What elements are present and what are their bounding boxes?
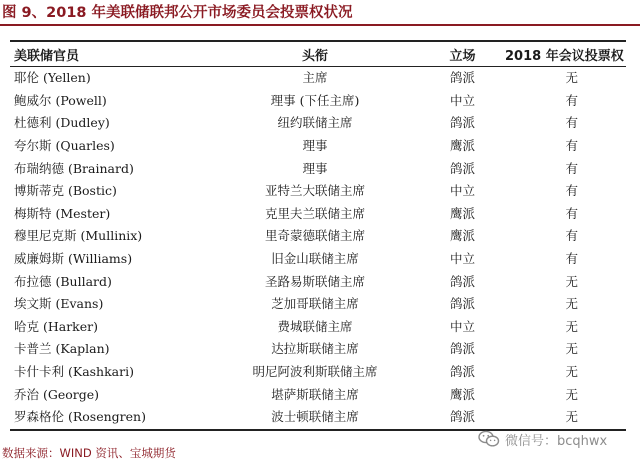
voting-right-cell: 有 bbox=[565, 115, 578, 131]
official-name-cell: 杜德利 (Dudley) bbox=[14, 115, 110, 131]
official-name-cell: 威廉姆斯 (Williams) bbox=[14, 251, 133, 267]
table-row bbox=[10, 248, 626, 271]
title-cell: 理事 (下任主席) bbox=[270, 92, 360, 108]
table-row bbox=[10, 361, 626, 384]
title-cell: 纽约联储主席 bbox=[277, 115, 353, 131]
title-cell: 亚特兰大联储主席 bbox=[264, 183, 365, 199]
official-name-cell: 耶伦 (Yellen) bbox=[14, 70, 91, 86]
wechat-logo-icon bbox=[478, 430, 500, 448]
voting-right-cell: 有 bbox=[565, 228, 578, 244]
watermark-text: 微信号：bcqhwx bbox=[505, 433, 608, 449]
table-row bbox=[10, 406, 626, 430]
title-cell: 芝加哥联储主席 bbox=[271, 296, 359, 312]
table-body bbox=[10, 67, 626, 430]
title-cell: 达拉斯联储主席 bbox=[271, 341, 359, 357]
voting-right-cell: 无 bbox=[565, 296, 578, 312]
stance-cell: 鸽派 bbox=[449, 70, 475, 86]
stance-cell: 鹰派 bbox=[449, 138, 475, 154]
stance-cell: 鹰派 bbox=[449, 205, 475, 221]
voting-right-cell: 有 bbox=[565, 251, 578, 267]
stance-cell: 鸽派 bbox=[449, 160, 475, 176]
stance-cell: 中立 bbox=[449, 318, 475, 334]
title-divider bbox=[0, 24, 640, 26]
voting-right-cell: 无 bbox=[565, 341, 578, 357]
table-row bbox=[10, 112, 626, 135]
title-cell: 波士顿联储主席 bbox=[210, 406, 420, 430]
title-cell: 理事 bbox=[302, 138, 328, 154]
column-header-title: 头衔 bbox=[210, 41, 420, 67]
fomc-voting-table bbox=[10, 40, 626, 431]
voting-right-cell: 有 bbox=[565, 92, 578, 108]
voting-right-cell: 有 bbox=[565, 138, 578, 154]
column-header-stance: 立场 bbox=[420, 41, 505, 67]
voting-right-cell: 有 bbox=[565, 205, 578, 221]
official-name-cell: 罗森格伦 (Rosengren) bbox=[10, 406, 210, 430]
voting-right-cell: 有 bbox=[565, 160, 578, 176]
stance-cell: 中立 bbox=[449, 251, 475, 267]
official-name-cell: 卡普兰 (Kaplan) bbox=[14, 341, 110, 357]
table-row bbox=[10, 67, 626, 90]
official-name-cell: 乔治 (George) bbox=[14, 386, 100, 402]
table-row bbox=[10, 338, 626, 361]
table-row bbox=[10, 383, 626, 406]
wechat-watermark bbox=[478, 428, 607, 450]
table-header-row bbox=[10, 41, 626, 67]
stance-cell: 鸽派 bbox=[449, 115, 475, 131]
table-row bbox=[10, 225, 626, 248]
stance-cell: 鸽派 bbox=[449, 364, 475, 380]
voting-right-cell: 无 bbox=[565, 364, 578, 380]
table-row bbox=[10, 293, 626, 316]
title-cell: 圣路易斯联储主席 bbox=[264, 273, 365, 289]
table-row bbox=[10, 270, 626, 293]
official-name-cell: 博斯蒂克 (Bostic) bbox=[14, 183, 117, 199]
stance-cell: 鸽派 bbox=[449, 273, 475, 289]
official-name-cell: 穆里尼克斯 (Mullinix) bbox=[14, 228, 143, 244]
table-row bbox=[10, 135, 626, 158]
title-cell: 主席 bbox=[302, 70, 328, 86]
stance-cell: 中立 bbox=[449, 92, 475, 108]
table-row bbox=[10, 316, 626, 339]
table-row bbox=[10, 203, 626, 226]
table-row bbox=[10, 180, 626, 203]
title-cell: 旧金山联储主席 bbox=[271, 251, 359, 267]
voting-right-cell: 无 bbox=[565, 70, 578, 86]
official-name-cell: 夸尔斯 (Quarles) bbox=[14, 138, 115, 154]
voting-right-cell: 有 bbox=[565, 183, 578, 199]
data-source-note: 数据来源：WIND 资讯、宝城期货 bbox=[2, 446, 176, 460]
figure-title: 图 9、2018 年美联储联邦公开市场委员会投票权状况 bbox=[2, 5, 353, 21]
table-row bbox=[10, 90, 626, 113]
column-header-official: 美联储官员 bbox=[10, 41, 210, 67]
title-cell: 里奇蒙德联储主席 bbox=[264, 228, 365, 244]
stance-cell: 鸽派 bbox=[449, 296, 475, 312]
stance-cell: 中立 bbox=[449, 183, 475, 199]
official-name-cell: 鲍威尔 (Powell) bbox=[14, 92, 107, 108]
stance-cell: 鸽派 bbox=[420, 406, 505, 430]
title-cell: 费城联储主席 bbox=[277, 318, 353, 334]
title-cell: 堪萨斯联储主席 bbox=[271, 386, 359, 402]
official-name-cell: 布拉德 (Bullard) bbox=[14, 273, 112, 289]
voting-right-cell: 无 bbox=[505, 406, 626, 430]
title-cell: 明尼阿波利斯联储主席 bbox=[252, 364, 378, 380]
official-name-cell: 哈克 (Harker) bbox=[14, 318, 99, 334]
column-header-voting-right: 2018 年会议投票权 bbox=[505, 41, 626, 67]
title-cell: 理事 bbox=[302, 160, 328, 176]
voting-right-cell: 无 bbox=[565, 273, 578, 289]
title-cell: 克里夫兰联储主席 bbox=[264, 205, 365, 221]
official-name-cell: 布瑞纳德 (Brainard) bbox=[14, 160, 134, 176]
voting-right-cell: 无 bbox=[565, 318, 578, 334]
official-name-cell: 卡什卡利 (Kashkari) bbox=[14, 364, 134, 380]
official-name-cell: 埃文斯 (Evans) bbox=[14, 296, 104, 312]
stance-cell: 鹰派 bbox=[449, 228, 475, 244]
table-row bbox=[10, 157, 626, 180]
stance-cell: 鸽派 bbox=[449, 341, 475, 357]
stance-cell: 鹰派 bbox=[449, 386, 475, 402]
voting-right-cell: 无 bbox=[565, 386, 578, 402]
official-name-cell: 梅斯特 (Mester) bbox=[14, 205, 111, 221]
